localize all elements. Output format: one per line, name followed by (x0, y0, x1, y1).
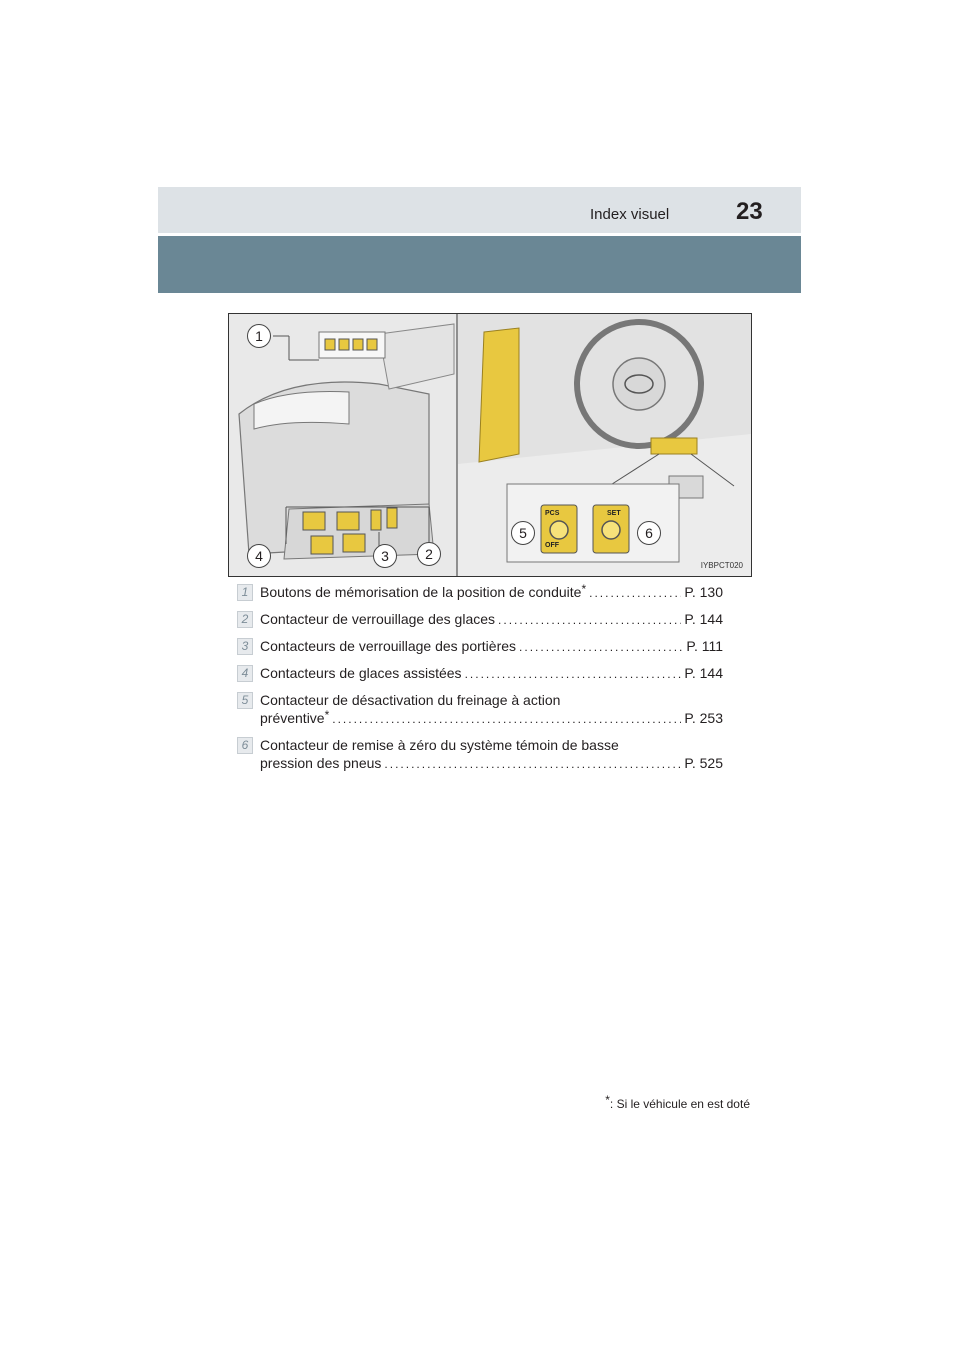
list-item-line-1[interactable] (260, 736, 723, 754)
item-text: Contacteurs de verrouillage des portières (260, 638, 517, 654)
list-item[interactable] (260, 637, 723, 656)
title-band (158, 236, 801, 293)
list-item[interactable] (260, 610, 723, 629)
figure-code: IYBPCT020 (700, 561, 743, 570)
callout-1: 1 (247, 324, 271, 348)
page-ref: P. 144 (684, 611, 723, 627)
item-number: 1 (237, 584, 253, 601)
list-item-line-2[interactable] (260, 754, 723, 773)
illustration-figure (228, 313, 752, 577)
item-text: Contacteur de verrouillage des glaces (260, 611, 496, 627)
page-ref: P. 111 (686, 638, 723, 654)
item-number: 4 (237, 665, 253, 682)
page-ref: P. 144 (684, 665, 723, 681)
callout-2: 2 (417, 542, 441, 566)
item-text: Contacteur de remise à zéro du système témoin de basse (260, 737, 619, 753)
item-text: Contacteurs de glaces assistées (260, 665, 462, 681)
item-text: Boutons de mémorisation de la position de conduite (260, 584, 582, 600)
item-number: 5 (237, 692, 253, 709)
item-number: 2 (237, 611, 253, 628)
page-ref: P. 253 (684, 710, 723, 726)
asterisk-icon: * (605, 1093, 610, 1107)
callout-3: 3 (373, 544, 397, 568)
item-number: 3 (237, 638, 253, 655)
page-ref: P. 130 (684, 584, 723, 600)
section-title: Index visuel (590, 206, 670, 223)
footnote-text: : Si le véhicule en est doté (609, 1097, 750, 1111)
page-number: 23 (736, 198, 763, 225)
set-label: SET (607, 510, 621, 517)
item-text: Contacteur de désactivation du freinage à action (260, 692, 561, 708)
list-item[interactable] (260, 583, 723, 602)
item-text-cont: préventive (260, 710, 325, 726)
callout-4: 4 (247, 544, 271, 568)
asterisk-icon: * (324, 708, 330, 722)
list-item-line-1[interactable] (260, 691, 723, 709)
callout-5: 5 (511, 521, 535, 545)
item-text-cont: pression des pneus (260, 755, 382, 771)
car-interior-illustration (229, 314, 751, 576)
list-item[interactable] (260, 664, 723, 683)
asterisk-icon: * (581, 582, 587, 596)
off-label: OFF (545, 542, 559, 549)
callout-6: 6 (637, 521, 661, 545)
footnote (605, 1093, 750, 1111)
page-ref: P. 525 (684, 755, 723, 771)
pcs-label: PCS (545, 510, 560, 517)
item-number: 6 (237, 737, 253, 754)
header-bar (158, 187, 801, 233)
list-item-line-2[interactable] (260, 709, 723, 728)
